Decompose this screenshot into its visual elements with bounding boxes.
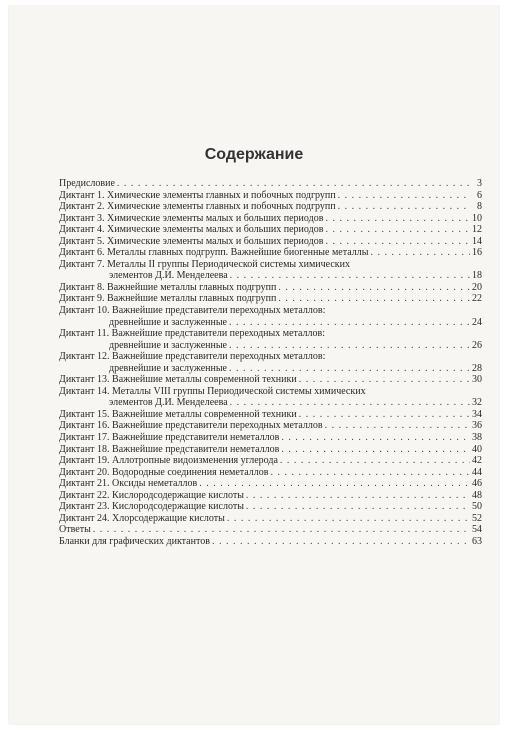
toc-entry-title: Диктант 16. Важнейшие представители переходных металлов: [59, 420, 323, 432]
leader-dots: [278, 282, 470, 294]
leader-dots: [117, 178, 470, 190]
toc-page-number: 18: [472, 270, 482, 282]
toc-entry: [59, 305, 482, 328]
toc-entry: [59, 478, 482, 490]
toc-page-number: 42: [472, 455, 482, 467]
toc-page-number: 50: [472, 501, 482, 513]
toc-page-number: 48: [472, 489, 482, 501]
toc-entry-title: Диктант 5. Химические элементы малых и больших периодов: [59, 235, 324, 247]
toc-entry-title: Диктант 11. Важнейшие представители переходных металлов:: [59, 328, 326, 340]
toc-entry-title: Диктант 13. Важнейшие металлы современной техники: [59, 374, 297, 386]
toc-entry-title: Диктант 4. Химические элементы малых и больших периодов: [59, 224, 324, 236]
toc-page-number: 24: [472, 316, 482, 328]
leader-dots: [230, 270, 470, 282]
toc-page-number: 44: [472, 466, 482, 478]
toc-page-number: 38: [472, 432, 482, 444]
leader-dots: [227, 513, 470, 525]
toc-page-number: 20: [472, 281, 482, 293]
toc-entry: [59, 432, 482, 444]
leader-dots: [199, 478, 470, 490]
toc-entry-title: Диктант 23. Кислородсодержащие кислоты: [59, 501, 244, 513]
toc-entry: [59, 190, 482, 202]
toc-entry: [59, 524, 482, 536]
leader-dots: [325, 224, 470, 236]
toc-page-number: 12: [472, 224, 482, 236]
toc-entry-title: Диктант 20. Водородные соединения неметаллов: [59, 466, 269, 478]
toc-entry-title: Диктант 9. Важнейшие металлы главных подгрупп: [59, 293, 277, 305]
toc-entry: [59, 467, 482, 479]
toc-entry-title: Диктант 18. Важнейшие представители неметаллов: [59, 443, 280, 455]
leader-dots: [229, 340, 470, 352]
toc-entry: [59, 536, 482, 548]
toc-entry-title-continued: древнейшие и заслуженные: [109, 339, 227, 351]
page-title: Содержание: [204, 146, 304, 163]
toc-entry-title: Диктант 24. Хлорсодержащие кислоты: [59, 512, 225, 524]
toc-entry: [59, 501, 482, 513]
toc-entry-title: Диктант 19. Аллотропные видоизменения углерода: [59, 455, 278, 467]
toc-entry: [59, 444, 482, 456]
toc-page-number: 32: [472, 397, 482, 409]
toc-page-number: 46: [472, 478, 482, 490]
toc-entry-title: Ответы: [59, 524, 91, 536]
toc-page-number: 30: [472, 374, 482, 386]
toc-page-number: 22: [472, 293, 482, 305]
leader-dots: [280, 455, 470, 467]
toc-page-number: 10: [472, 212, 482, 224]
toc-entry: [59, 178, 482, 190]
leader-dots: [246, 490, 470, 502]
toc-entry-title: Диктант 14. Металлы VIII группы Периодической системы химических: [59, 385, 366, 397]
toc-entry: [59, 282, 482, 294]
toc-page-number: 34: [472, 408, 482, 420]
toc-page-number: 40: [472, 443, 482, 455]
toc-entry: [59, 293, 482, 305]
table-of-contents: [59, 178, 482, 548]
toc-page-number: 8: [477, 201, 482, 213]
toc-entry: [59, 213, 482, 225]
toc-entry-title-continued: элементов Д.И. Менделеева: [109, 397, 228, 409]
toc-entry-title: Диктант 21. Оксиды неметаллов: [59, 478, 198, 490]
toc-entry: [59, 224, 482, 236]
leader-dots: [230, 397, 470, 409]
toc-entry-title: Диктант 10. Важнейшие представители переходных металлов:: [59, 305, 326, 317]
toc-entry-title-continued: древнейшие и заслуженные: [109, 316, 227, 328]
toc-page-number: 26: [472, 339, 482, 351]
toc-entry-title: Диктант 8. Важнейшие металлы главных подгрупп: [59, 281, 277, 293]
book-page: [9, 6, 499, 724]
toc-entry: [59, 420, 482, 432]
leader-dots: [278, 293, 470, 305]
toc-entry-title: Диктант 6. Металлы главных подгрупп. Важнейшие биогенные металлы: [59, 247, 369, 259]
leader-dots: [281, 444, 470, 456]
leader-dots: [338, 190, 470, 202]
toc-entry: [59, 409, 482, 421]
toc-entry-title-continued: элементов Д.И. Менделеева: [109, 270, 228, 282]
leader-dots: [325, 236, 470, 248]
toc-page-number: 36: [472, 420, 482, 432]
toc-entry: [59, 259, 482, 282]
toc-entry-title: Диктант 22. Кислородсодержащие кислоты: [59, 489, 244, 501]
toc-entry: [59, 201, 482, 213]
leader-dots: [212, 536, 470, 548]
leader-dots: [299, 409, 470, 421]
toc-entry-title: Диктант 7. Металлы II группы Периодической системы химических: [59, 258, 351, 270]
toc-page-number: 54: [472, 524, 482, 536]
leader-dots: [229, 363, 470, 375]
leader-dots: [93, 524, 470, 536]
toc-page-number: 63: [472, 535, 482, 547]
toc-page-number: 16: [472, 247, 482, 259]
toc-entry-title: Бланки для графических диктантов: [59, 535, 210, 547]
leader-dots: [338, 201, 470, 213]
toc-entry: [59, 236, 482, 248]
toc-entry-title: Диктант 17. Важнейшие представители неметаллов: [59, 432, 280, 444]
toc-entry: [59, 328, 482, 351]
toc-entry-title: Диктант 2. Химические элементы главных и побочных подгрупп: [59, 201, 336, 213]
leader-dots: [246, 501, 470, 513]
toc-entry: [59, 455, 482, 467]
toc-page-number: 14: [472, 235, 482, 247]
leader-dots: [370, 247, 470, 259]
toc-entry: [59, 351, 482, 374]
toc-page-number: 28: [472, 362, 482, 374]
toc-entry: [59, 490, 482, 502]
leader-dots: [271, 467, 470, 479]
leader-dots: [299, 374, 470, 386]
toc-entry-title: Диктант 1. Химические элементы главных и побочных подгрупп: [59, 189, 336, 201]
toc-entry-title-continued: древнейшие и заслуженные: [109, 362, 227, 374]
toc-entry-title: Предисловие: [59, 178, 115, 189]
toc-entry-title: Диктант 12. Важнейшие представители переходных металлов:: [59, 351, 326, 363]
toc-entry-title: Диктант 3. Химические элементы малых и больших периодов: [59, 212, 324, 224]
leader-dots: [229, 317, 470, 329]
toc-page-number: 6: [477, 189, 482, 201]
leader-dots: [281, 432, 470, 444]
toc-entry: [59, 374, 482, 386]
toc-page-number: 3: [477, 178, 482, 189]
toc-entry: [59, 386, 482, 409]
toc-page-number: 52: [472, 512, 482, 524]
toc-entry: [59, 247, 482, 259]
leader-dots: [325, 420, 470, 432]
leader-dots: [325, 213, 470, 225]
toc-entry: [59, 513, 482, 525]
toc-entry-title: Диктант 15. Важнейшие металлы современной техники: [59, 408, 297, 420]
